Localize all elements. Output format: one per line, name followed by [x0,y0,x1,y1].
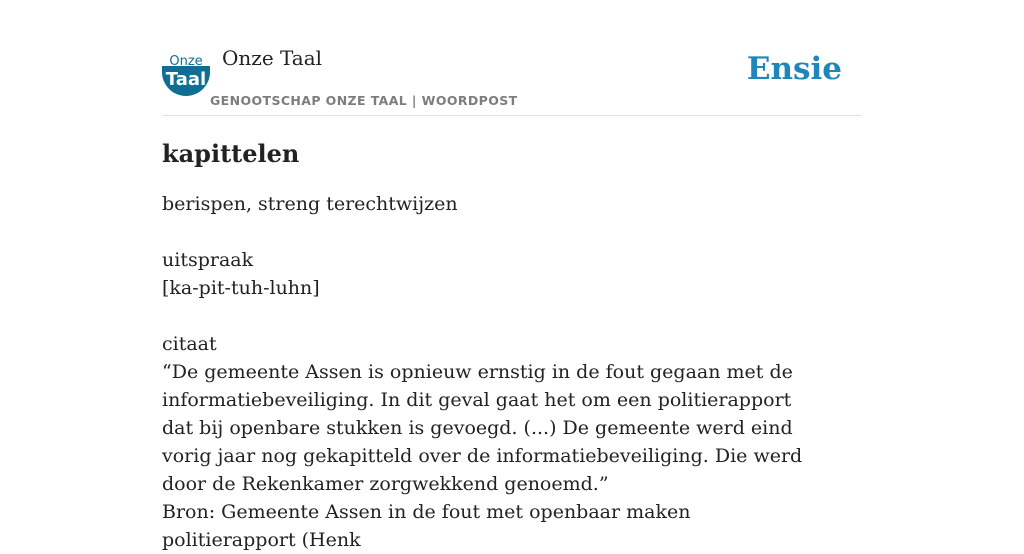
site-header [162,44,862,116]
onze-taal-logo[interactable] [162,52,210,96]
entry-definition: berispen, streng terechtwijzen [162,193,458,215]
logo-text-top: Onze [169,54,203,69]
ensie-brand-link[interactable]: Ensie [746,51,842,87]
quote-label: citaat [162,333,217,355]
site-subtitle: GENOOTSCHAP ONZE TAAL | WOORDPOST [210,93,518,108]
quote-source: Bron: Gemeente Assen in de fout met openbaar maken politierapport (Henk [162,501,691,551]
entry-content [162,138,822,554]
site-name[interactable]: Onze Taal [222,46,323,70]
entry-title: kapittelen [162,139,300,168]
logo-text-bottom: Taal [165,69,207,90]
quote-section [162,330,822,554]
quote-text: “De gemeente Assen is opnieuw ernstig in de fout gegaan met de informatiebeveiliging. In dit geval gaat het om een politierapport dat bij openbare stukken is gevoegd. (...) De gemeente werd eind vorig jaar nog gekapitteld over de informatiebeveiliging. Die werd door de Rekenkamer zorgwekkend genoemd.” [162,361,803,495]
pronunciation-section [162,246,822,302]
pronunciation-label: uitspraak [162,249,254,271]
pronunciation-value: [ka-pit-tuh-luhn] [162,277,320,299]
